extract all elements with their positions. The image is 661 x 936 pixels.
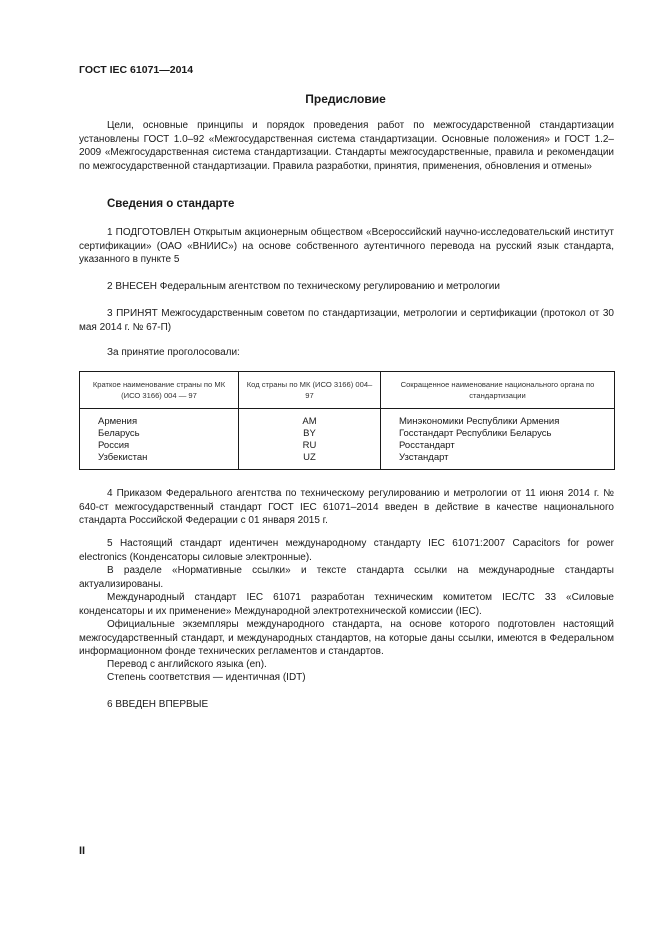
info-item-5-paragraph-5: Перевод с английского языка (en).: [107, 659, 267, 670]
country-cell: Россия: [98, 440, 130, 451]
body-cell: Минэкономики Республики Армения: [399, 416, 560, 427]
info-heading: Сведения о стандарте: [107, 198, 235, 210]
info-item-5-paragraph-4: Официальные экземпляры международного стандарта, на основе которого подготовлен настоящий межгосударственный стандарт, и международных стандартов, на которые даны ссылки, имеются в Федеральном информационном фонде технических регламентов и стандартов.: [79, 619, 614, 658]
info-item-3: 3 ПРИНЯТ Межгосударственным советом по стандартизации, метрологии и сертификации (протокол от 30 мая 2014 г. № 67-П): [79, 308, 614, 333]
country-column: [80, 409, 239, 470]
code-cell: AM: [302, 416, 317, 427]
info-item-5-paragraph-3: Международный стандарт IEC 61071 разработан техническим комитетом IEC/TC 33 «Силовые конденсаторы и их применение» Международной электротехнической комиссии (IEC).: [79, 592, 614, 617]
code-cell: RU: [302, 440, 317, 451]
code-cell: UZ: [303, 452, 316, 463]
preface-text: Цели, основные принципы и порядок проведения работ по межгосударственной стандартизации установлены ГОСТ 1.0–92 «Межгосударственная система стандартизации. Основные положения» и ГОСТ 1.2–2009 «Межгосударственная система стандартизации. Стандарты межгосударственные, правила и рекомендации по межгосударственной стандартизации. Правила разработки, принятия, применения, обновления и отмены»: [79, 120, 614, 172]
preface-title: Предисловие: [305, 92, 386, 106]
page-number: II: [79, 845, 86, 857]
info-item-2: 2 ВНЕСЕН Федеральным агентством по техническому регулированию и метрологии: [107, 281, 500, 292]
info-item-6: 6 ВВЕДЕН ВПЕРВЫЕ: [107, 699, 209, 710]
table-header-code: Код страны по МК (ИСО 3166) 004–97: [239, 372, 381, 409]
body-cell: Росстандарт: [399, 440, 455, 451]
code-column: [239, 409, 381, 470]
voted-intro: За принятие проголосовали:: [107, 347, 240, 358]
body-cell: Узстандарт: [399, 452, 449, 463]
body-column: [381, 409, 615, 470]
code-cell: BY: [303, 428, 316, 439]
country-cell: Беларусь: [98, 428, 140, 439]
table-header-body: Сокращенное наименование национального органа по стандартизации: [381, 372, 615, 409]
country-cell: Узбекистан: [98, 452, 148, 463]
info-item-5-paragraph-2: В разделе «Нормативные ссылки» и тексте стандарта ссылки на международные стандарты актуализированы.: [79, 565, 614, 590]
country-cell: Армения: [98, 416, 138, 427]
document-id: ГОСТ IEC 61071—2014: [79, 64, 194, 76]
vote-table: [79, 371, 615, 470]
info-item-4: 4 Приказом Федерального агентства по техническому регулированию и метрологии от 11 июня 2014 г. № 640-ст межгосударственный стандарт ГОСТ IEC 61071–2014 введен в действие в качестве национального стандарта Российской Федерации с 01 января 2015 г.: [79, 488, 614, 527]
info-item-5: 5 Настоящий стандарт идентичен международному стандарту IEC 61071:2007 Capacitors for power electronics (Конденсаторы силовые электронные).: [79, 538, 614, 563]
info-item-1: 1 ПОДГОТОВЛЕН Открытым акционерным обществом «Всероссийский научно-исследовательский институт сертификации» (ОАО «ВНИИС») на основе собственного аутентичного перевода на русский язык стандарта, указанного в пункте 5: [79, 227, 614, 266]
body-cell: Госстандарт Республики Беларусь: [399, 428, 552, 439]
table-header-country: Краткое наименование страны по МК (ИСО 3166) 004 — 97: [80, 372, 239, 409]
info-item-5-paragraph-6: Степень соответствия — идентичная (IDT): [107, 672, 306, 683]
